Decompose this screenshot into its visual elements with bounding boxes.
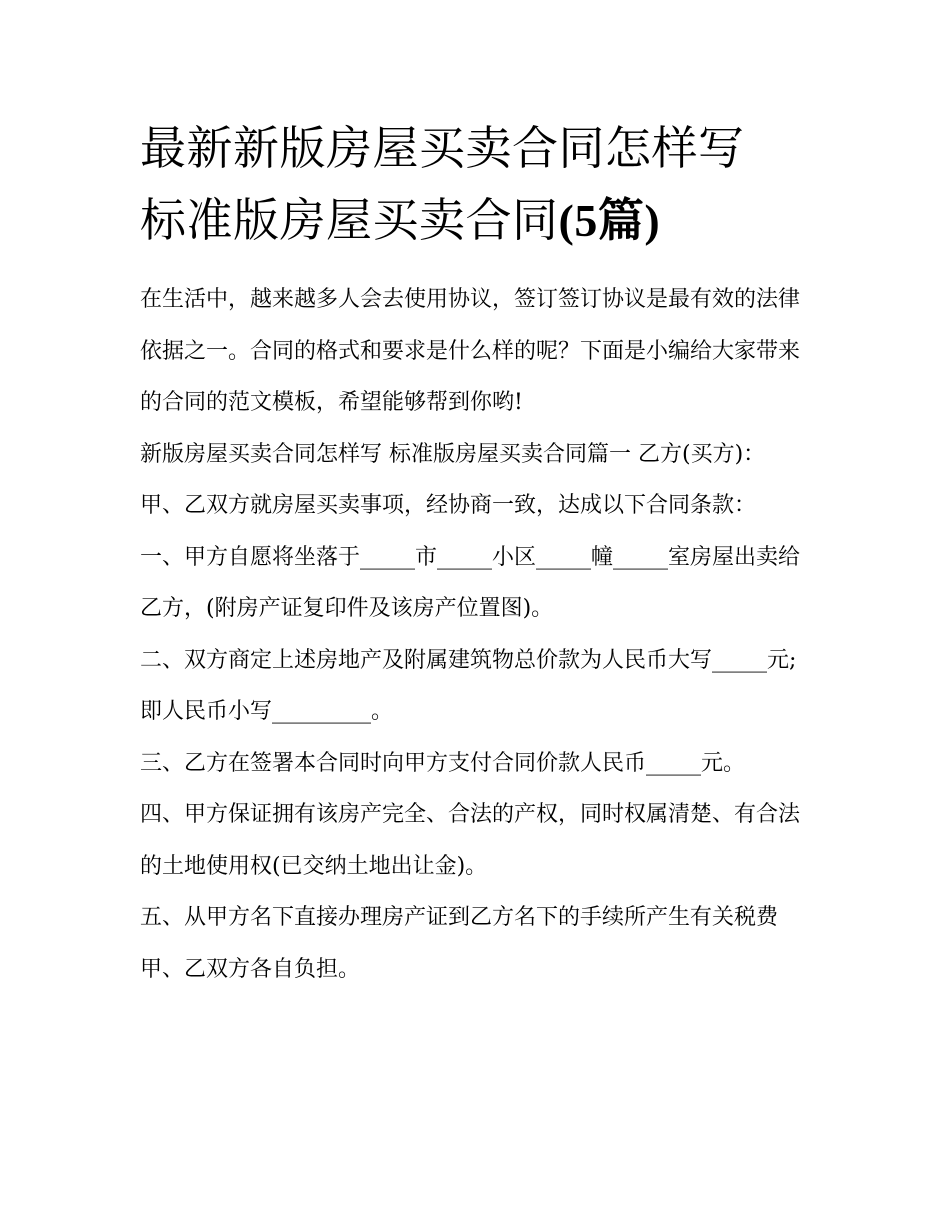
document-title [140, 112, 812, 257]
clause-2: 二、双方商定上述房地产及附属建筑物总价款为人民币大写_____元;即人民币小写_________。 [140, 647, 797, 724]
clause-1: 一、甲方自愿将坐落于_____市_____小区_____幢_____室房屋出卖给乙方，(附房产证复印件及该房产位置图)。 [140, 544, 801, 621]
title-line-2: 标准版房屋买卖合同 [140, 193, 559, 247]
intro-paragraph: 在生活中，越来越多人会去使用协议，签订签订协议是最有效的法律依据之一。合同的格式和要求是什么样的呢？下面是小编给大家带来的合同的范文模板，希望能够帮到你哟! [140, 287, 801, 415]
document-page [140, 112, 812, 995]
clause-3: 三、乙方在签署本合同时向甲方支付合同价款人民币_____元。 [140, 750, 746, 776]
title-line-1: 最新新版房屋买卖合同怎样写 [140, 121, 745, 175]
clause-4: 四、甲方保证拥有该房产完全、合法的产权，同时权属清楚、有合法的土地使用权(已交纳土地出让金)。 [140, 802, 801, 879]
title-count: (5篇) [558, 195, 661, 246]
clause-5: 五、从甲方名下直接办理房产证到乙方名下的手续所产生有关税费甲、乙双方各自负担。 [140, 905, 779, 982]
section-heading-paragraph: 新版房屋买卖合同怎样写 标准版房屋买卖合同篇一 乙方(买方)： 甲、乙双方就房屋买卖事项，经协商一致，达成以下合同条款： [140, 441, 766, 518]
